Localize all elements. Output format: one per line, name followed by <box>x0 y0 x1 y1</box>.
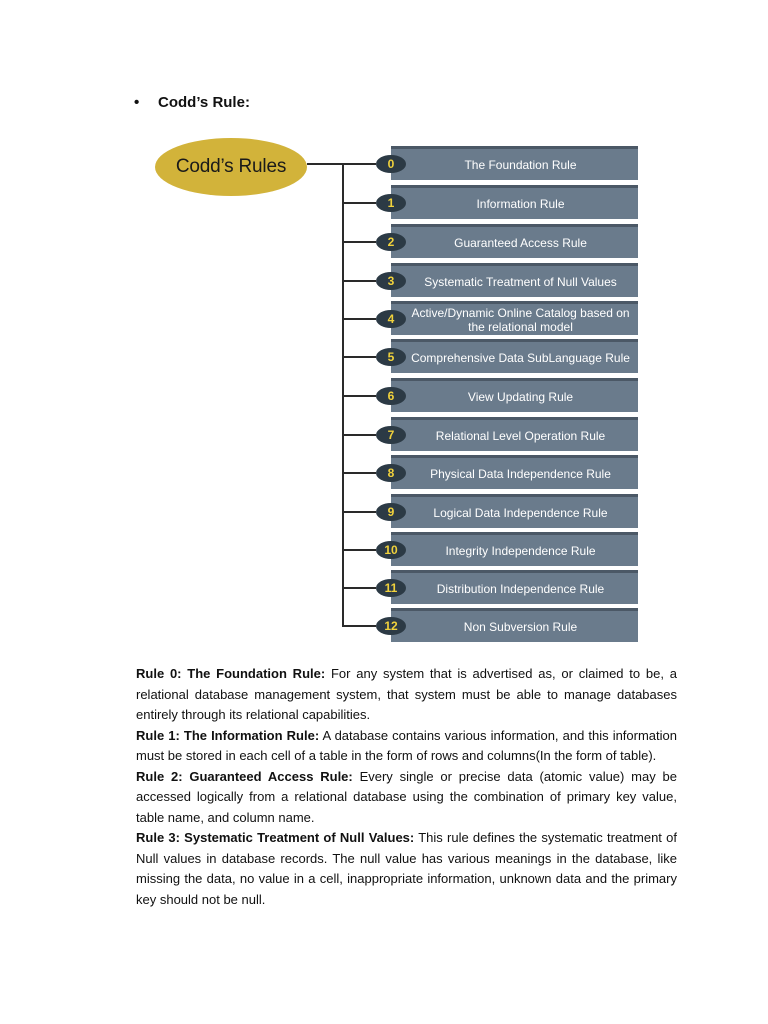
rule-item <box>376 532 638 566</box>
rule-paragraph <box>136 664 677 726</box>
rule-label: Non Subversion Rule <box>391 608 638 642</box>
rule-label: Guaranteed Access Rule <box>391 224 638 258</box>
rule-paragraph-text: This rule defines the systematic treatment of Null values in database records. The null value has various meanings in the database, like missing the data, no value in a cell, inappropriate information, unknown data and the primary key should not be null. <box>136 830 677 907</box>
rule-number-badge: 1 <box>376 194 406 212</box>
connector-branch <box>342 472 376 474</box>
rule-item <box>376 378 638 412</box>
rule-number-badge: 9 <box>376 503 406 521</box>
rule-number-badge: 4 <box>376 310 406 328</box>
rule-item <box>376 608 638 642</box>
connector-branch <box>342 202 376 204</box>
rule-paragraph-text: For any system that is advertised as, or claimed to be, a relational database management system, that system must be able to manage databases entirely through its relational capabilities. <box>136 666 677 722</box>
rule-item <box>376 301 638 335</box>
rule-item <box>376 455 638 489</box>
rule-paragraph-title: Rule 2: Guaranteed Access Rule: <box>136 768 353 784</box>
rule-item <box>376 494 638 528</box>
rule-label: Distribution Independence Rule <box>391 570 638 604</box>
connector-branch <box>342 163 376 165</box>
rule-label: The Foundation Rule <box>391 146 638 180</box>
rule-paragraph-text: Every single or precise data (atomic value) may be accessed logically from a relational database using the combination of primary key value, table name, and column name. <box>136 768 677 825</box>
connector-branch <box>342 549 376 551</box>
connector-branch <box>342 395 376 397</box>
rule-item <box>376 263 638 297</box>
rule-number-badge: 6 <box>376 387 406 405</box>
rule-item <box>376 185 638 219</box>
rule-item <box>376 570 638 604</box>
bullet: • <box>134 94 140 111</box>
rule-label: Comprehensive Data SubLanguage Rule <box>391 339 638 373</box>
rule-number-badge: 12 <box>376 617 406 635</box>
rule-label: View Updating Rule <box>391 378 638 412</box>
rule-label: Physical Data Independence Rule <box>391 455 638 489</box>
rule-number-badge: 5 <box>376 348 406 366</box>
rule-label: Integrity Independence Rule <box>391 532 638 566</box>
rules-description <box>136 664 677 910</box>
connector-branch <box>342 511 376 513</box>
rule-paragraph <box>136 726 677 767</box>
rule-item <box>376 224 638 258</box>
rule-item <box>376 339 638 373</box>
connector-branch <box>342 587 376 589</box>
heading-text: Codd’s Rule: <box>158 94 250 111</box>
rule-number-badge: 0 <box>376 155 406 173</box>
rule-number-badge: 10 <box>376 541 406 559</box>
codds-rules-center <box>155 138 307 196</box>
rule-paragraph-text: A database contains various information, and this information must be stored in each cell of a table in the form of rows and columns(In the form of table). <box>136 727 677 763</box>
connector-branch <box>342 356 376 358</box>
connector-branch <box>342 280 376 282</box>
rule-paragraph <box>136 767 677 829</box>
rule-label: Active/Dynamic Online Catalog based on the relational model <box>391 301 638 335</box>
rule-paragraph-title: Rule 1: The Information Rule: <box>136 727 320 743</box>
rule-label: Information Rule <box>391 185 638 219</box>
connector-branch <box>342 625 376 627</box>
rule-number-badge: 3 <box>376 272 406 290</box>
rule-paragraph <box>136 828 677 910</box>
center-label: Codd’s Rules <box>175 156 287 177</box>
rule-number-badge: 2 <box>376 233 406 251</box>
rule-item <box>376 146 638 180</box>
connector-branch <box>342 241 376 243</box>
rule-label: Logical Data Independence Rule <box>391 494 638 528</box>
connector-branch <box>342 318 376 320</box>
rule-number-badge: 11 <box>376 579 406 597</box>
rule-number-badge: 7 <box>376 426 406 444</box>
rule-number-badge: 8 <box>376 464 406 482</box>
rule-label: Relational Level Operation Rule <box>391 417 638 451</box>
codds-rules-diagram <box>150 138 650 644</box>
rule-paragraph-title: Rule 0: The Foundation Rule: <box>136 666 326 681</box>
rule-paragraph-title: Rule 3: Systematic Treatment of Null Values: <box>136 830 415 845</box>
connector-vertical-spine <box>342 163 344 625</box>
rule-item <box>376 417 638 451</box>
connector-branch <box>342 434 376 436</box>
rule-label: Systematic Treatment of Null Values <box>391 263 638 297</box>
